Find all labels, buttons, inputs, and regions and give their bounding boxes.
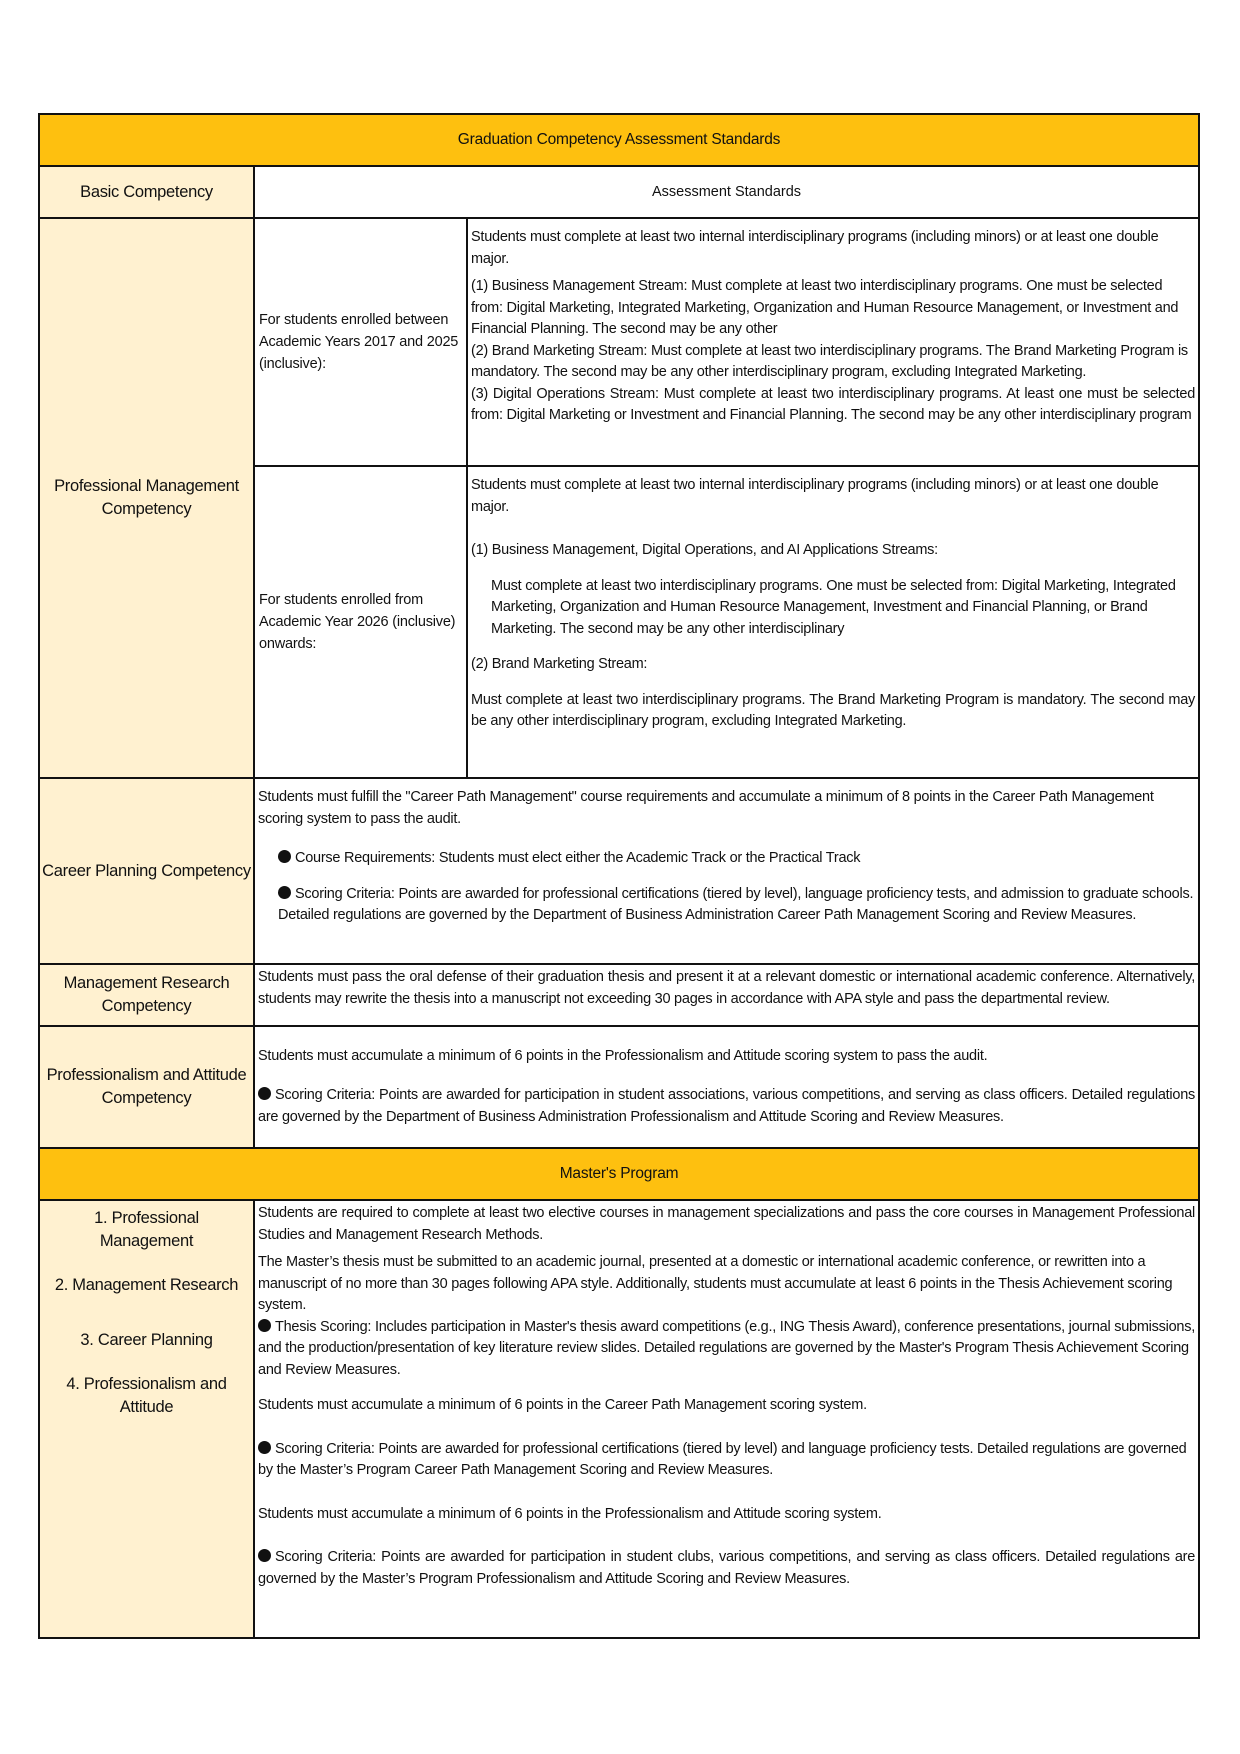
professionalism-label: Professionalism and Attitude Competency bbox=[39, 1026, 254, 1148]
masters-label-career: 3. Career Planning bbox=[80, 1331, 213, 1349]
career-planning-row bbox=[39, 778, 1199, 964]
masters-attitude-bullet-text: Scoring Criteria: Points are awarded for participation in student clubs, various competitions, and serving as class officers. Detailed regulations are governed by the Master’s Program Professionalism and Attitude Scoring and Review Measures. bbox=[258, 1549, 1196, 1587]
professionalism-bullet bbox=[258, 1085, 1195, 1128]
masters-title-row bbox=[39, 1148, 1199, 1200]
bullet-icon bbox=[258, 1549, 271, 1562]
career-planning-bullet-2-text: Scoring Criteria: Points are awarded for professional certifications (tiered by level), language proficiency tests, and admission to graduate schools. Detailed regulations are governed by the Department of Business Administration Career Path Management Scoring and Review Measures. bbox=[278, 885, 1194, 923]
cohort-b-stream-1-body: Must complete at least two interdisciplinary programs. One must be selected from: Digital Marketing, Integrated Marketing, Organization and Human Resource Management, Investment and Financial Planning, or Brand Marketing. The second may be any other interdisciplinary bbox=[491, 577, 1176, 637]
masters-label-professional: 1. Professional Management bbox=[94, 1209, 199, 1250]
masters-label-research: 2. Management Research bbox=[54, 1276, 239, 1294]
bullet-icon bbox=[258, 1319, 271, 1332]
professionalism-bullet-text: Scoring Criteria: Points are awarded for participation in student associations, various competitions, and serving as class officers. Detailed regulations are governed by the Department of Business Administration Professionalism and Attitude Scoring and Review Measures. bbox=[258, 1087, 1196, 1125]
cohort-b-stream-1-title: (1) Business Management, Digital Operations, and AI Applications Streams: bbox=[471, 542, 938, 558]
masters-research-bullet-text: Thesis Scoring: Includes participation in Master's thesis award competitions (e.g., ING Thesis Award), conference presentations, journal submissions, and the production/presentation of key literature review slides. Detailed regulations are governed by the Master's Program Thesis Achievement Scoring and Review Measures. bbox=[258, 1318, 1196, 1378]
cohort-2017-2025-label: For students enrolled between Academic Years 2017 and 2025 (inclusive): bbox=[254, 218, 467, 466]
bullet-icon bbox=[278, 886, 291, 899]
professional-management-label: Professional Management Competency bbox=[39, 218, 254, 778]
cohort-a-stream-3: (3) Digital Operations Stream: Must complete at least two interdisciplinary programs. At least one must be selected from: Digital Marketing or Investment and Financial Planning. The second may be any other interdisciplinary program bbox=[471, 385, 1196, 423]
masters-career-text: Students must accumulate a minimum of 6 points in the Career Path Management scoring system. bbox=[258, 1397, 867, 1413]
bullet-icon bbox=[258, 1441, 271, 1454]
masters-attitude-text: Students must accumulate a minimum of 6 points in the Professionalism and Attitude scoring system. bbox=[258, 1505, 882, 1522]
cohort-2026-label: For students enrolled from Academic Year 2026 (inclusive) onwards: bbox=[254, 466, 467, 778]
title-row bbox=[39, 114, 1199, 166]
professionalism-standards bbox=[254, 1026, 1199, 1148]
standards-table bbox=[38, 113, 1200, 1639]
cohort-b-stream-2-body: Must complete at least two interdisciplinary programs. The Brand Marketing Program is mandatory. The second may be any other interdisciplinary program, excluding Integrated Marketing. bbox=[471, 691, 1196, 729]
cohort-a-intro: Students must complete at least two internal interdisciplinary programs (including minors) or at least one double major. bbox=[471, 229, 1159, 267]
cohort-2026-standards bbox=[467, 466, 1199, 778]
masters-attitude-bullet bbox=[258, 1547, 1195, 1590]
professionalism-intro: Students must accumulate a minimum of 6 points in the Professionalism and Attitude scoring system to pass the audit. bbox=[258, 1047, 988, 1064]
masters-row bbox=[39, 1200, 1199, 1638]
cohort-a-stream-2: (2) Brand Marketing Stream: Must complete at least two interdisciplinary programs. The Brand Marketing Program is mandatory. The second may be any other interdisciplinary program, excluding Integrated Marketing. bbox=[471, 342, 1188, 380]
cohort-2017-2025-standards bbox=[467, 218, 1199, 466]
bullet-icon bbox=[278, 850, 291, 863]
masters-career-bullet bbox=[258, 1439, 1195, 1482]
bullet-icon bbox=[258, 1087, 271, 1100]
professionalism-row bbox=[39, 1026, 1199, 1148]
table-title: Graduation Competency Assessment Standards bbox=[39, 114, 1199, 166]
career-planning-bullet-2 bbox=[258, 884, 1195, 927]
masters-research-text: The Master’s thesis must be submitted to an academic journal, presented at a domestic or international academic conference, or rewritten into a manuscript of no more than 30 pages following APA style. Additionally, students must accumulate at least 6 points in the Thesis Achievement scoring system. bbox=[258, 1254, 1173, 1313]
standards-document bbox=[38, 113, 1198, 1639]
masters-standards bbox=[254, 1200, 1199, 1638]
career-planning-label: Career Planning Competency bbox=[39, 778, 254, 964]
header-assessment-standards: Assessment Standards bbox=[254, 166, 1199, 218]
masters-professional-text: Students are required to complete at least two elective courses in management specializations and pass the core courses in Management Professional Studies and Management Research Methods. bbox=[258, 1205, 1196, 1243]
cohort-a-stream-1: (1) Business Management Stream: Must complete at least two interdisciplinary programs. One must be selected from: Digital Marketing, Integrated Marketing, Organization and Human Resource Management, or Investment and Financial Planning. The second may be any other bbox=[471, 278, 1179, 337]
masters-research-bullet bbox=[258, 1317, 1195, 1382]
career-planning-bullet-1-text: Course Requirements: Students must elect either the Academic Track or the Practical Track bbox=[295, 850, 861, 866]
masters-program-title: Master's Program bbox=[39, 1148, 1199, 1200]
cohort-b-stream-2-title: (2) Brand Marketing Stream: bbox=[471, 656, 648, 672]
cohort-b-intro: Students must complete at least two internal interdisciplinary programs (including minors) or at least one double major. bbox=[471, 477, 1159, 515]
header-row bbox=[39, 166, 1199, 218]
career-planning-bullet-1 bbox=[258, 848, 1195, 870]
header-basic-competency: Basic Competency bbox=[39, 166, 254, 218]
management-research-label: Management Research Competency bbox=[39, 964, 254, 1026]
masters-career-bullet-text: Scoring Criteria: Points are awarded for professional certifications (tiered by level) and language proficiency tests. Detailed regulations are governed by the Master’s Program Career Path Management Scoring and Review Measures. bbox=[258, 1440, 1187, 1478]
professional-management-row-a bbox=[39, 218, 1199, 466]
career-planning-standards bbox=[254, 778, 1199, 964]
management-research-row bbox=[39, 964, 1199, 1026]
masters-label-attitude: 4. Professionalism and Attitude bbox=[66, 1375, 227, 1416]
management-research-standards: Students must pass the oral defense of their graduation thesis and present it at a relevant domestic or international academic conference. Alternatively, students may rewrite the thesis into a manuscript not exceeding 30 pages in accordance with APA style and pass the departmental review. bbox=[254, 964, 1199, 1026]
career-planning-intro: Students must fulfill the "Career Path Management" course requirements and accumulate a minimum of 8 points in the Career Path Management scoring system to pass the audit. bbox=[258, 789, 1154, 827]
masters-competency-labels bbox=[39, 1200, 254, 1638]
